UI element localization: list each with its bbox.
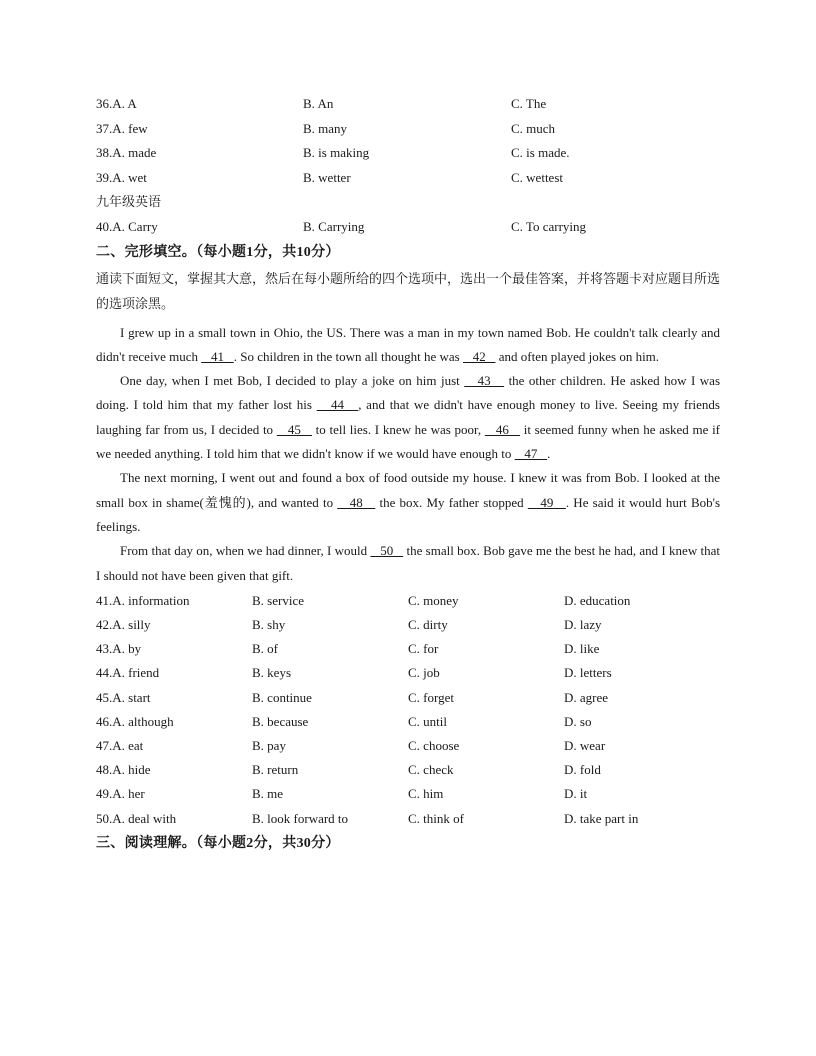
option-c: C. for	[408, 641, 439, 657]
blank-42: 42	[463, 348, 496, 364]
option-b: B. Carrying	[303, 218, 365, 234]
passage-text: , and that we didn't have enough money to live. Seeing my friends laughing far from us, I decided to	[96, 397, 720, 437]
page-content	[96, 92, 720, 857]
option-d: D. letters	[564, 665, 612, 681]
option-row-47	[96, 734, 720, 758]
option-c: C. dirty	[408, 617, 448, 633]
option-a: 41.A. information	[96, 592, 190, 608]
passage-text: I grew up in a small town in Ohio, the US. There was a man in my town named Bob. He couldn't talk clearly and didn't receive much	[96, 324, 720, 364]
option-b: B. wetter	[303, 169, 351, 185]
option-a: 38.A. made	[96, 145, 157, 161]
option-b: B. continue	[252, 689, 312, 705]
passage-paragraph-3	[96, 466, 720, 539]
option-c: C. wettest	[511, 169, 563, 185]
blank-46: 46	[484, 421, 521, 437]
option-row-40	[96, 215, 720, 240]
option-a: 48.A. hide	[96, 762, 151, 778]
option-c: C. think of	[408, 810, 464, 826]
option-d: D. lazy	[564, 617, 602, 633]
option-row-42	[96, 613, 720, 637]
passage-text: to tell lies. I knew he was poor,	[311, 421, 485, 437]
passage-text: .	[547, 446, 551, 462]
option-row-46	[96, 710, 720, 734]
passage-text: From that day on, when we had dinner, I would	[120, 543, 371, 559]
option-d: D. take part in	[564, 810, 639, 826]
option-a: 36.A. A	[96, 96, 137, 111]
option-c: C. The	[511, 96, 547, 111]
option-a: 40.A. Carry	[96, 218, 158, 234]
option-d: D. agree	[564, 689, 609, 705]
blank-41: 41	[201, 348, 234, 364]
option-row-48	[96, 758, 720, 782]
passage-text: . So children in the town all thought he was	[233, 348, 463, 364]
option-c: C. him	[408, 786, 444, 802]
blank-49: 49	[527, 494, 566, 510]
section-heading-reading: 三、阅读理解。（每小题2分，共30分）	[96, 835, 340, 851]
option-row-41	[96, 589, 720, 613]
option-b: B. is making	[303, 145, 370, 161]
passage-text: The next morning, I went out and found a box of food outside my house. I knew it was from Bob. I looked at the small box in shame(羞愧的), and wanted to	[96, 470, 720, 510]
option-d: D. it	[564, 786, 588, 802]
cloze-options	[96, 589, 720, 831]
option-c: C. choose	[408, 737, 460, 753]
passage-text: and often played jokes on him.	[495, 348, 660, 364]
blank-50: 50	[370, 543, 404, 559]
option-a: 47.A. eat	[96, 737, 144, 753]
option-c: C. forget	[408, 689, 454, 705]
passage-text: the small box. Bob gave me the best he had, and I knew that I should not have been given that gift.	[96, 543, 720, 583]
option-a: 45.A. start	[96, 689, 151, 705]
passage-paragraph-4	[96, 539, 720, 588]
passage-text: it seemed funny when he asked me if we needed anything. I told him that we didn't know if we would have enough to	[96, 421, 721, 462]
option-b: B. many	[303, 120, 348, 136]
option-c: C. until	[408, 713, 448, 729]
option-b: B. service	[252, 592, 304, 608]
option-d: D. so	[564, 713, 592, 729]
option-row-43	[96, 637, 720, 661]
passage-paragraph-1	[96, 321, 720, 370]
option-row-44	[96, 661, 720, 685]
option-c: C. much	[511, 120, 556, 136]
option-a: 49.A. her	[96, 786, 145, 802]
option-b: B. An	[303, 96, 334, 111]
option-b: B. look forward to	[252, 810, 349, 826]
section-heading-cloze: 二、完形填空。（每小题1分，共10分）	[96, 244, 340, 260]
option-c: C. To carrying	[511, 218, 587, 234]
option-b: B. shy	[252, 617, 286, 633]
option-a: 46.A. although	[96, 713, 174, 729]
option-row-45	[96, 686, 720, 710]
option-b: B. me	[252, 786, 284, 802]
option-d: D. fold	[564, 762, 601, 778]
option-d: D. like	[564, 641, 600, 657]
section-instructions: 通读下面短文，掌握其大意，然后在每小题所给的四个选项中，选出一个最佳答案，并将答题卡对应题目所选的选项涂黑。	[96, 270, 721, 311]
option-b: B. because	[252, 713, 309, 729]
passage-text: . He said it would hurt Bob's feelings.	[96, 494, 721, 534]
option-row-39	[96, 166, 720, 191]
option-d: D. education	[564, 592, 631, 608]
option-c: C. check	[408, 762, 454, 778]
option-b: B. of	[252, 641, 278, 657]
passage-text: the other children. He asked how I was doing. I told him that my father lost his	[96, 373, 721, 413]
option-a: 37.A. few	[96, 120, 148, 136]
blank-47: 47	[514, 446, 548, 462]
option-a: 39.A. wet	[96, 169, 147, 185]
option-row-49	[96, 782, 720, 806]
running-header: 九年级英语	[96, 194, 162, 210]
option-b: B. pay	[252, 737, 286, 753]
option-b: B. return	[252, 762, 299, 778]
passage-text: One day, when I met Bob, I decided to play a joke on him just	[120, 373, 465, 389]
option-a: 50.A. deal with	[96, 810, 177, 826]
passage-text: the box. My father stopped	[375, 494, 528, 510]
option-row-38	[96, 141, 720, 166]
passage-paragraph-2	[96, 369, 720, 466]
option-row-36	[96, 92, 720, 117]
option-a: 42.A. silly	[96, 617, 151, 633]
blank-44: 44	[316, 397, 359, 413]
blank-48: 48	[337, 494, 376, 510]
option-a: 44.A. friend	[96, 665, 160, 681]
option-row-50	[96, 807, 720, 831]
blank-45: 45	[276, 421, 312, 437]
blank-43: 43	[464, 373, 505, 389]
option-a: 43.A. by	[96, 641, 142, 657]
option-c: C. is made.	[511, 145, 570, 161]
option-row-37	[96, 117, 720, 142]
option-d: D. wear	[564, 737, 606, 753]
option-b: B. keys	[252, 665, 291, 681]
option-c: C. job	[408, 665, 440, 681]
option-c: C. money	[408, 592, 459, 608]
